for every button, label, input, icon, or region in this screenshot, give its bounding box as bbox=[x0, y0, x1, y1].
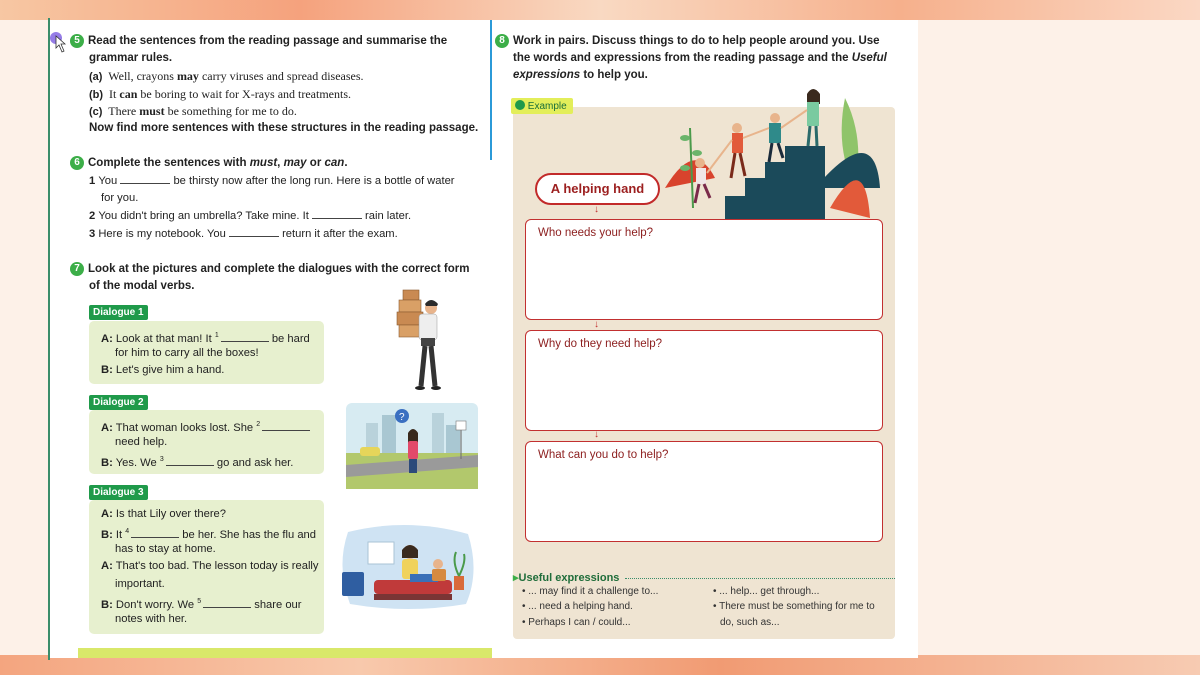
dialogue-1-line-b: B: Let's give him a hand. bbox=[101, 364, 225, 376]
useful-item: • Perhaps I can / could... bbox=[522, 617, 631, 628]
question-box-2[interactable] bbox=[525, 330, 883, 431]
exercise-5-title-cont: grammar rules. bbox=[89, 52, 173, 64]
question-label: Why do they need help? bbox=[538, 338, 663, 350]
dialogue-2-line-a-cont: need help. bbox=[115, 436, 168, 448]
exercise-7-title-cont: of the modal verbs. bbox=[89, 280, 195, 292]
sentence-a: (a) Well, crayons may carry viruses and spread diseases. bbox=[89, 69, 364, 83]
exercise-8-title-cont-2: expressions to help you. bbox=[513, 69, 648, 81]
ex6-sentence-1-cont: for you. bbox=[101, 192, 139, 204]
ex6-sentence-1: 1 You be thirsty now after the long run. Here is a bottle of water bbox=[89, 175, 455, 187]
background-right bbox=[918, 20, 1200, 655]
useful-expressions-title: ▸Useful expressions bbox=[513, 572, 620, 584]
answer-blank[interactable] bbox=[229, 227, 279, 237]
dialogue-2-line-a: A: That woman looks lost. She $^2$ bbox=[101, 416, 310, 438]
sentence-b: (b) It can be boring to wait for X-rays and treatments. bbox=[89, 87, 351, 101]
column-divider bbox=[490, 20, 492, 160]
dialogue-3-line-a2: A: That's too bad. The lesson today is really bbox=[101, 560, 319, 572]
dialogue-3-line-b2-cont: notes with her. bbox=[115, 613, 188, 625]
useful-item: • There must be something for me to bbox=[713, 601, 875, 612]
ex6-sentence-2: 2 You didn't bring an umbrella? Take mine. It rain later. bbox=[89, 210, 412, 222]
dialogue-3-line-b-cont: has to stay at home. bbox=[115, 543, 216, 555]
dialogue-2-tag: Dialogue 2 bbox=[89, 395, 148, 410]
dialogue-2-line-b: B: Yes. We $^3$ go and ask her. bbox=[101, 456, 294, 469]
question-label: Who needs your help? bbox=[538, 227, 654, 239]
helping-people-illustration bbox=[665, 78, 890, 220]
dialogue-1-line-a: A: Look at that man! It $^1$ be hard bbox=[101, 332, 310, 345]
helping-hand-label: A helping hand bbox=[535, 173, 660, 205]
example-tag: Example bbox=[511, 98, 573, 114]
exercise-5-title: 5 Read the sentences from the reading passage and summarise the bbox=[70, 33, 447, 50]
dialogue-3-line-a2-cont: important. bbox=[115, 578, 165, 590]
exercise-8-title: 8 Work in pairs. Discuss things to do to help people around you. Use bbox=[495, 33, 880, 50]
answer-blank[interactable] bbox=[221, 332, 269, 342]
question-box-1[interactable] bbox=[525, 219, 883, 320]
page-bottom-strip bbox=[78, 648, 492, 658]
arrow-down-icon: ↓ bbox=[594, 429, 599, 440]
pointer-hand-icon bbox=[50, 30, 68, 54]
answer-blank[interactable] bbox=[203, 598, 251, 608]
dialogue-3-line-b2: B: Don't worry. We $^5$ share our bbox=[101, 598, 302, 611]
question-box-3[interactable] bbox=[525, 441, 883, 542]
useful-item: • ... need a helping hand. bbox=[522, 601, 633, 612]
arrow-down-icon: ↓ bbox=[594, 319, 599, 330]
useful-item: • ... may find it a challenge to... bbox=[522, 586, 659, 597]
exercise-8-title-cont: the words and expressions from the reading passage and the Useful bbox=[513, 52, 887, 64]
answer-blank[interactable] bbox=[131, 528, 179, 538]
answer-blank[interactable] bbox=[262, 421, 310, 431]
useful-item: • ... help... get through... bbox=[713, 586, 820, 597]
exercise-number: 5 bbox=[70, 34, 84, 48]
answer-blank[interactable] bbox=[166, 456, 214, 466]
example-icon bbox=[515, 100, 525, 110]
lost-woman-illustration bbox=[346, 403, 478, 489]
background-bottom-band bbox=[0, 655, 1200, 675]
divider bbox=[625, 578, 895, 579]
exercise-7-title: 7 Look at the pictures and complete the dialogues with the correct form bbox=[70, 261, 469, 278]
page-edge bbox=[48, 18, 50, 660]
background-top-band bbox=[0, 0, 1200, 20]
dialogue-1-tag: Dialogue 1 bbox=[89, 305, 148, 320]
dialogue-3-line-b: B: It $^4$ be her. She has the flu and bbox=[101, 528, 316, 541]
background-left bbox=[0, 20, 48, 655]
arrow-down-icon: ↓ bbox=[594, 204, 599, 215]
answer-blank[interactable] bbox=[312, 209, 362, 219]
answer-blank[interactable] bbox=[120, 174, 170, 184]
exercise-6-title: 6 Complete the sentences with must, may or can. bbox=[70, 155, 348, 172]
dialogue-3-tag: Dialogue 3 bbox=[89, 485, 148, 500]
ex6-sentence-3: 3 Here is my notebook. You return it after the exam. bbox=[89, 228, 398, 240]
dialogue-1-line-a-cont: for him to carry all the boxes! bbox=[115, 347, 259, 359]
sentence-c: (c) There must be something for me to do. bbox=[89, 104, 297, 118]
sick-girl-illustration bbox=[338, 522, 478, 612]
man-carrying-boxes-illustration bbox=[385, 288, 455, 393]
arrow-right-icon: ▸ bbox=[513, 572, 519, 584]
useful-item: do, such as... bbox=[720, 617, 780, 628]
exercise-5-footer: Now find more sentences with these structures in the reading passage. bbox=[89, 122, 479, 134]
question-label: What can you do to help? bbox=[538, 449, 669, 461]
dialogue-3-line-a: A: Is that Lily over there? bbox=[101, 508, 226, 520]
svg-text:?: ? bbox=[399, 412, 405, 423]
